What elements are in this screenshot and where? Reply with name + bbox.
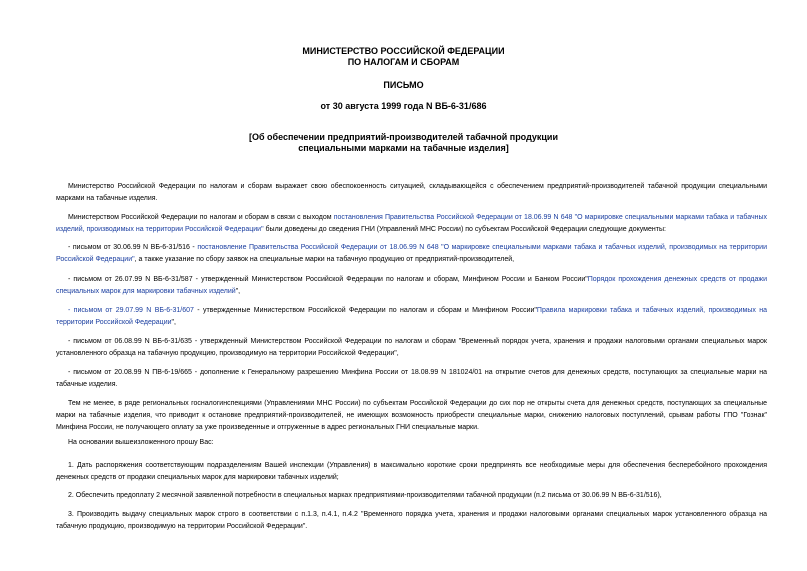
list-item-letter-516 [56, 242, 767, 266]
paragraph-request-intro: На основании вышеизложенного прошу Вас: [68, 439, 214, 446]
ministry-line-2: ПО НАЛОГАМ И СБОРАМ [347, 57, 460, 67]
link-letter-607[interactable]: - письмом от 29.07.99 N ВБ-6-31/607 [68, 307, 194, 314]
list-item-letter-587 [56, 274, 767, 298]
text-run: , а также указание по сбору заявок на специальные марки на табачную продукцию от предприятий-производителей, [134, 256, 515, 263]
document-date-number: от 30 августа 1999 года N ВБ-6-31/686 [320, 101, 487, 111]
link-marking-rules[interactable]: Правила маркировки табака и табачных изделий, производимых на территории Российской Федерации [56, 307, 767, 326]
subject-line-2: специальными марками на табачные изделия] [298, 143, 509, 153]
text-run: - письмом от 30.06.99 N ВБ-6-31/516 - [68, 244, 198, 251]
paragraph-concern: Министерство Российской Федерации по налогам и сборам выражает свою обеспокоенность ситуацией, складывающейся с обеспечением предприятий-производителей табачной продукции специальными марками на табачные изделия. [56, 183, 767, 202]
text-run: - письмом от 26.07.99 N ВБ-6-31/587 - утвержденный Министерством Российской Федерации по налогам и сборам, Минфином России и Банком России" [68, 276, 588, 283]
list-item-letter-607 [56, 305, 767, 329]
link-funds-procedure[interactable]: Порядок прохождения денежных средств от продажи специальных марок для маркировки табачных изделий [56, 276, 767, 295]
list-item-letter-665: - письмом от 20.08.99 N ПВ-6-19/665 - дополнение к Генеральному разрешению Минфина России от 18.08.99 N 181024/01 на открытие счетов для денежных средств, поступающих за специальные марки на табачные изделия. [56, 369, 767, 388]
text-run: были доведены до сведения ГНИ (Управлений МНС России) по субъектам Российской Федерации следующие документы: [263, 226, 666, 233]
ministry-line-1: МИНИСТЕРСТВО РОССИЙСКОЙ ФЕДЕРАЦИИ [302, 46, 505, 56]
paragraph-documents-intro [56, 212, 767, 236]
request-item-3: 3. Производить выдачу специальных марок строго в соответствии с п.1.3, п.4.1, п.4.2 "Временного порядка учета, хранения и продажи налоговыми органами специальных марок установленного образца на табачную продукцию, производимую на территории Российской Федерации". [56, 511, 767, 530]
document-type: ПИСЬМО [383, 80, 424, 90]
request-item-1: 1. Дать распоряжения соответствующим подразделениям Вашей инспекции (Управления) в максимально короткие сроки предпринять все необходимые меры для обеспечения бесперебойного прохождения денежных средств от продажи специальных марок для маркировки табачных изделий; [56, 462, 767, 481]
link-resolution-648[interactable]: постановления Правительства Российской Федерации от 18.06.99 N 648 "О маркировке специальными марками табака и табачных изделий, производимых на территории Российской Федерации" [56, 214, 767, 233]
paragraph-problems: Тем не менее, в ряде региональных госналогинспекциями (Управлениями МНС России) по субъектам Российской Федерации до сих пор не открыты счета для денежных средств, поступающих за специальные марки на табачные изделия, что приводит к остановке предприятий-производителей, не имеющих возможность приобрести специальные марки, снижению налоговых поступлений, срывам работы ГПО "Гознак" Минфина России, не получающего оплату за уже произведенные и отгруженные в адрес региональных ГНИ специальные марки. [56, 400, 767, 431]
list-item-letter-635: - письмом от 06.08.99 N ВБ-6-31/635 - утвержденный Министерством Российской Федерации по налогам и сборам "Временный порядок учета, хранения и продажи налоговыми органами специальных марок установленного образца на табачную продукцию, производимую на территории Российской Федерации", [56, 338, 767, 357]
text-run: - утвержденные Министерством Российской Федерации по налогам и сборам и Минфином России" [193, 307, 537, 314]
text-run: ", [235, 288, 241, 295]
link-resolution-648-2[interactable]: постановление Правительства Российской Федерации от 18.06.99 N 648 "О маркировке специальными марками табака и табачных изделий, производимых на территории Российской Федерации" [56, 244, 767, 263]
text-run: ", [171, 319, 176, 326]
text-run: Министерством Российской Федерации по налогам и сборам в связи с выходом [68, 214, 334, 221]
request-item-2: 2. Обеспечить предоплату 2 месячной заявленной потребности в специальных марках предприятиями-производителями табачной продукции (п.2 письма от 30.06.99 N ВБ-6-31/516), [68, 492, 662, 499]
subject-line-1: [Об обеспечении предприятий-производителей табачной продукции [248, 132, 558, 142]
